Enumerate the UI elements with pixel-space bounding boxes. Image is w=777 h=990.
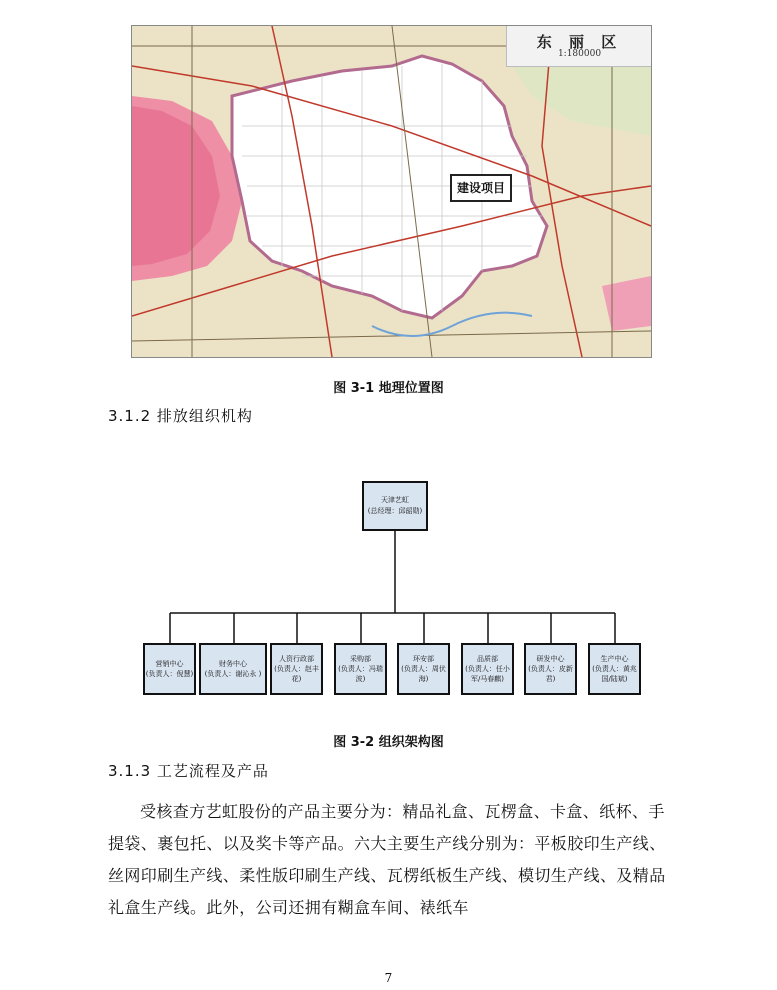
org-dept-person: (负责人：周伏海) xyxy=(401,665,446,683)
org-dept-person: (负责人：冯瑞波) xyxy=(338,665,383,683)
org-top-person: (总经理：邱韶勋) xyxy=(367,507,423,515)
map-project-label: 建设项目 xyxy=(450,174,512,202)
org-dept-person: (负责人：黄兆国/陆斌) xyxy=(592,665,637,683)
figure1-caption: 图 3-1 地理位置图 xyxy=(333,381,444,396)
org-dept-name: 品质部 xyxy=(477,655,498,663)
org-dept-box xyxy=(588,643,641,695)
section-312-heading: 3.1.2 排放组织机构 xyxy=(108,407,253,425)
org-dept-box xyxy=(524,643,577,695)
org-top-name: 天津艺虹 xyxy=(381,496,409,504)
section-313-heading: 3.1.3 工艺流程及产品 xyxy=(108,762,269,780)
org-dept-name: 生产中心 xyxy=(600,655,629,663)
page-number: 7 xyxy=(384,971,393,985)
org-dept-box xyxy=(397,643,450,695)
org-dept-name: 环安部 xyxy=(413,655,434,663)
map-scale: 1:180000 xyxy=(557,49,602,59)
org-dept-box xyxy=(334,643,387,695)
org-dept-box xyxy=(199,643,267,695)
org-dept-person: (负责人：倪慧) xyxy=(145,670,194,678)
map-district-name: 东 丽 区 xyxy=(536,33,623,51)
org-dept-name: 采购部 xyxy=(350,655,371,663)
org-dept-person: (负责人：谢沁永 ) xyxy=(204,670,262,678)
figure2-caption: 图 3-2 组织架构图 xyxy=(333,735,444,750)
org-dept-box xyxy=(270,643,323,695)
org-dept-name: 营销中心 xyxy=(155,660,184,668)
org-dept-person: (负责人：任小军/马春麒) xyxy=(465,665,510,683)
org-dept-box xyxy=(461,643,514,695)
org-top-box xyxy=(362,481,428,531)
body-paragraph: 受核查方艺虹股份的产品主要分为：精品礼盒、瓦楞盒、卡盒、纸杯、手提袋、裹包托、以及奖卡等产品。六大主要生产线分别为：平板胶印生产线、丝网印刷生产线、柔性版印刷生产线、瓦楞纸板生产线、模切生产线、及精品礼盒生产线。此外，公司还拥有糊盒车间、裱纸车 xyxy=(108,802,666,917)
org-dept-name: 人资行政部 xyxy=(279,655,314,663)
org-dept-name: 研发中心 xyxy=(536,655,565,663)
org-dept-person: (负责人：赵丰花) xyxy=(274,665,319,683)
org-dept-name: 财务中心 xyxy=(219,660,247,668)
org-dept-person: (负责人：皮新君) xyxy=(528,665,573,683)
org-dept-box xyxy=(143,643,196,695)
